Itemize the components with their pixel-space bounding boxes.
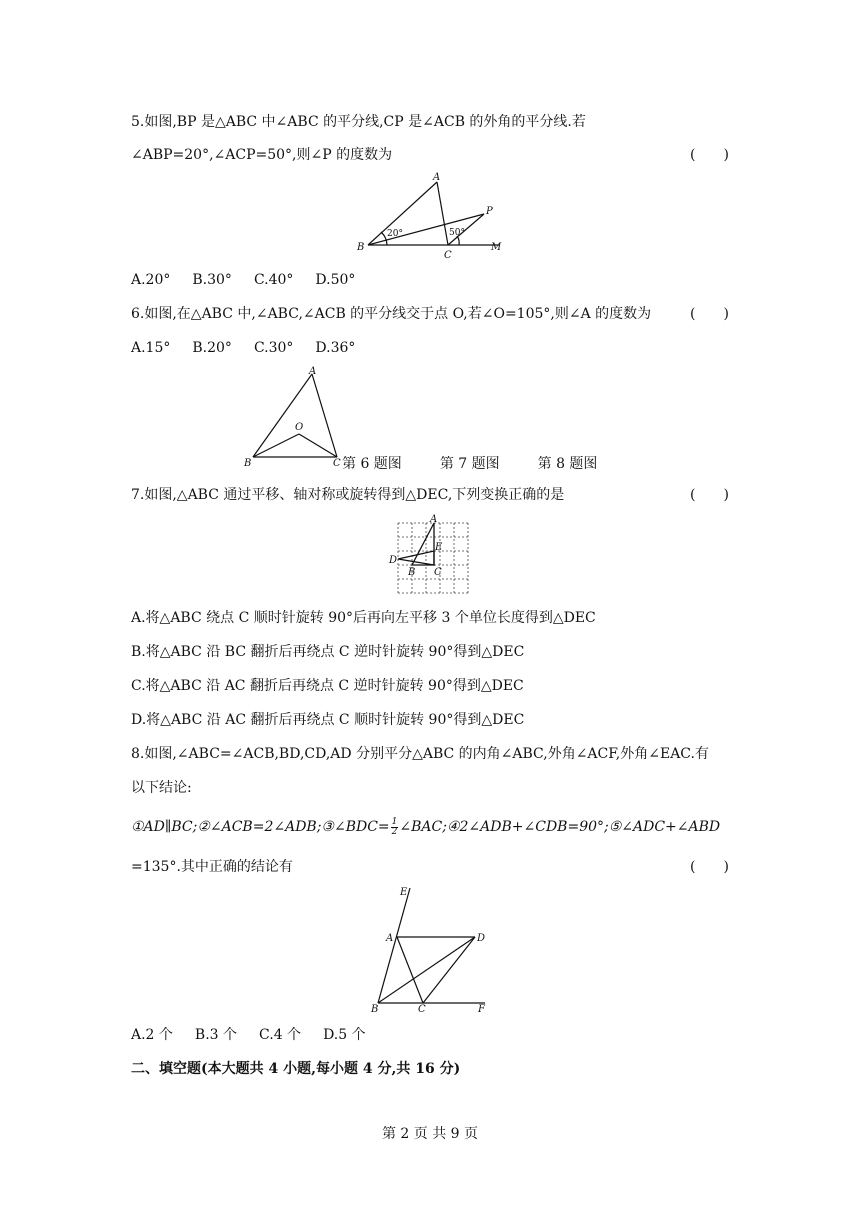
q8-label-f: F	[478, 1004, 485, 1013]
q7-grid	[398, 523, 468, 593]
q5-figure	[355, 170, 510, 262]
q5-text-line1: 5.如图,BP 是△ABC 中∠ABC 的平分线,CP 是∠ACB 的外角的平分线.若	[131, 114, 586, 130]
q7-option-a[interactable]: A.将△ABC 绕点 C 顺时针旋转 90°后再向左平移 3 个单位长度得到△DEC	[131, 610, 596, 626]
q5-label-a: A	[433, 172, 441, 183]
q8-label-d: D	[477, 933, 486, 944]
q6-option-d[interactable]: D.36°	[315, 340, 356, 356]
q8-line-bd	[378, 937, 475, 1003]
q6-text-line1: 6.如图,在△ABC 中,∠ABC,∠ACB 的平分线交于点 O,若∠O=105°,则∠A 的度数为	[131, 306, 652, 322]
figure-captions	[342, 454, 635, 474]
q8-fraction-half	[391, 818, 399, 837]
q8-text-line1: 8.如图,∠ABC=∠ACB,BD,CD,AD 分别平分△ABC 的内角∠ABC,外角∠ACF,外角∠EAC.有	[131, 746, 709, 762]
q8-text-line2: 以下结论:	[131, 780, 192, 796]
q7-answer-paren: ( )	[690, 487, 729, 503]
q6-option-b[interactable]: B.20°	[192, 340, 232, 356]
q6-label-o: O	[295, 422, 304, 433]
q8-frac-num: 1	[391, 816, 398, 827]
q6-figure	[240, 362, 350, 472]
q6-option-a[interactable]: A.15°	[131, 340, 171, 356]
q8-option-d[interactable]: D.5 个	[323, 1027, 366, 1043]
q7-label-a: A	[430, 514, 438, 525]
page-footer: 第 2 页 共 9 页	[381, 1126, 479, 1142]
q8-option-a[interactable]: A.2 个	[131, 1027, 173, 1043]
q8-answer-paren: ( )	[690, 859, 729, 875]
q8-line-ac	[397, 937, 423, 1003]
caption-fig6: 第 6 题图	[342, 456, 402, 472]
q8-line-cd	[423, 937, 475, 1003]
q8-conclusions-part2: ∠BAC;④2∠ADB+∠CDB=90°;⑤∠ADC+∠ABD	[399, 819, 721, 835]
q8-label-b: B	[371, 1004, 379, 1013]
q6-answer-paren: ( )	[690, 306, 729, 322]
q8-conclusions	[131, 817, 720, 837]
q5-label-b: B	[357, 242, 365, 253]
q7-figure	[386, 513, 471, 595]
q8-figure	[365, 883, 495, 1013]
q5-label-p: P	[486, 206, 493, 217]
caption-fig8: 第 8 题图	[537, 456, 598, 472]
q5-option-b[interactable]: B.30°	[192, 272, 232, 288]
q7-option-d[interactable]: D.将△ABC 沿 AC 翻折后再绕点 C 顺时针旋转 90°得到△DEC	[131, 712, 525, 728]
q7-option-c[interactable]: C.将△ABC 沿 AC 翻折后再绕点 C 逆时针旋转 90°得到△DEC	[131, 678, 524, 694]
q7-label-c: C	[434, 567, 442, 578]
q8-options	[131, 1025, 388, 1045]
q6-line-ba	[253, 374, 312, 457]
q8-label-e: E	[400, 887, 408, 898]
q8-line-be	[378, 888, 410, 1003]
q5-label-m: M	[491, 242, 502, 253]
q5-angle-b: 20°	[387, 229, 403, 239]
q6-label-c: C	[333, 458, 341, 469]
q7-option-b[interactable]: B.将△ABC 沿 BC 翻折后再绕点 C 逆时针旋转 90°得到△DEC	[131, 644, 525, 660]
q8-frac-den: 2	[391, 826, 398, 837]
q7-label-e: E	[435, 542, 443, 553]
q7-label-d: D	[389, 555, 398, 566]
q8-option-b[interactable]: B.3 个	[194, 1027, 238, 1043]
q8-text-line4: =135°.其中正确的结论有	[131, 859, 293, 875]
q6-options	[131, 338, 377, 358]
q5-options	[131, 270, 377, 290]
q5-text-line2: ∠ABP=20°,∠ACP=50°,则∠P 的度数为	[131, 147, 393, 163]
q5-answer-paren: ( )	[690, 147, 729, 163]
section-2-heading: 二、填空题(本大题共 4 小题,每小题 4 分,共 16 分)	[131, 1061, 461, 1077]
q5-line-ac	[437, 182, 448, 245]
q7-triangle-abc	[412, 523, 434, 565]
q8-option-c[interactable]: C.4 个	[259, 1027, 302, 1043]
q8-label-c: C	[418, 1004, 426, 1013]
caption-fig7: 第 7 题图	[439, 456, 500, 472]
q5-option-c[interactable]: C.40°	[253, 272, 294, 288]
q6-label-b: B	[244, 458, 252, 469]
q6-option-c[interactable]: C.30°	[253, 340, 294, 356]
q6-line-bo	[253, 434, 299, 457]
q5-label-c: C	[444, 250, 452, 261]
q6-label-a: A	[309, 366, 317, 377]
q7-label-b: B	[408, 567, 416, 578]
q7-text-line1: 7.如图,△ABC 通过平移、轴对称或旋转得到△DEC,下列变换正确的是	[131, 487, 565, 503]
q5-angle-c: 50°	[449, 228, 465, 238]
q8-label-a: A	[386, 933, 394, 944]
q5-option-a[interactable]: A.20°	[131, 272, 171, 288]
q8-conclusions-part1: ①AD∥BC;②∠ACB=2∠ADB;③∠BDC=	[131, 819, 390, 835]
q5-option-d[interactable]: D.50°	[315, 272, 356, 288]
